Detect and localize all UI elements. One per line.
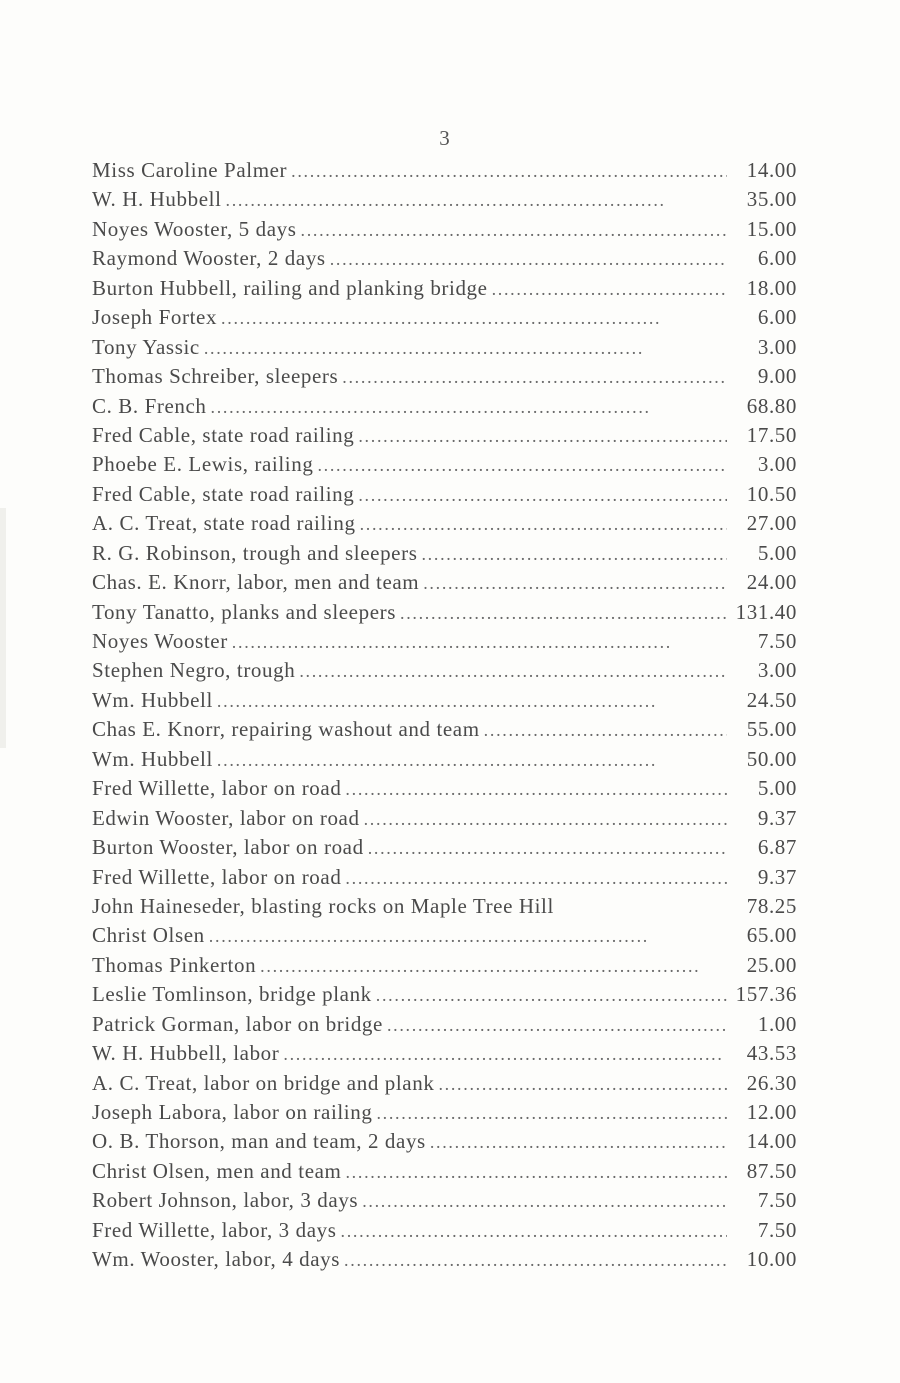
ledger-row [92,480,797,509]
dot-leader [345,864,727,893]
entry-description: C. B. French [92,393,207,418]
page-number: 3 [439,126,451,150]
ledger-row [92,833,797,862]
dot-leader [217,746,727,775]
entry-amount: 3.00 [757,334,797,359]
ledger-row [92,215,797,244]
entry-amount: 157.36 [735,982,797,1007]
ledger-row [92,303,797,332]
dot-leader [360,510,727,539]
entry-description: Joseph Labora, labor on railing [92,1100,373,1124]
entry-description: Tony Tanatto, planks and sleepers [92,599,396,624]
dot-leader [484,716,727,745]
entry-description: Wm. Wooster, labor, 4 days [92,1247,341,1272]
ledger-row [92,627,797,656]
ledger-row [92,892,797,921]
entry-description: Thomas Schreiber, sleepers [92,364,339,389]
entry-amount: 18.00 [746,275,797,300]
ledger-row [92,774,797,803]
entry-amount: 6.00 [757,246,797,271]
entry-description: O. B. Thorson, man and team, 2 days [92,1129,426,1154]
ledger-row [92,656,797,685]
dot-leader [341,1217,727,1246]
ledger-row [92,1186,797,1215]
dot-leader [330,245,727,274]
dot-leader [430,1128,727,1157]
entry-amount: 68.80 [746,393,797,418]
dot-leader [421,540,727,569]
entry-amount: 12.00 [746,1100,797,1124]
dot-leader [209,922,727,951]
entry-description: Noyes Wooster [92,629,228,653]
entry-amount: 1.00 [757,1011,797,1036]
expense-ledger [92,156,797,1275]
ledger-row [92,333,797,362]
entry-amount: 5.00 [757,776,797,801]
ledger-row [92,715,797,744]
entry-description: Christ Olsen, men and team [92,1158,342,1183]
entry-description: W. H. Hubbell, labor [92,1041,280,1066]
entry-amount: 15.00 [746,216,797,241]
ledger-row [92,1098,797,1127]
entry-description: Tony Yassic [92,334,200,359]
ledger-row [92,185,797,214]
dot-leader [364,805,727,834]
entry-description: Patrick Gorman, labor on bridge [92,1011,383,1036]
ledger-row [92,1039,797,1068]
entry-description: Noyes Wooster, 5 days [92,216,297,241]
dot-leader [492,275,727,304]
entry-amount: 25.00 [746,952,797,977]
entry-description: Phoebe E. Lewis, railing [92,452,314,477]
entry-description: Leslie Tomlinson, bridge plank [92,982,372,1007]
ledger-row [92,156,797,185]
dot-leader [368,834,727,863]
entry-amount: 87.50 [746,1158,797,1183]
ledger-row [92,1216,797,1245]
dot-leader [344,1246,727,1275]
ledger-row [92,1010,797,1039]
entry-amount: 7.50 [757,1217,797,1242]
ledger-row [92,244,797,273]
entry-description: R. G. Robinson, trough and sleepers [92,540,418,565]
entry-amount: 3.00 [757,658,797,683]
dot-leader [423,569,727,598]
entry-description: Burton Wooster, labor on road [92,835,364,860]
dot-leader [345,1158,727,1187]
ledger-row [92,421,797,450]
dot-leader [376,1099,727,1128]
dot-leader [204,334,727,363]
entry-description: Christ Olsen [92,923,205,948]
dot-leader [387,1011,727,1040]
entry-amount: 9.37 [757,805,797,830]
entry-amount: 27.00 [746,511,797,536]
entry-amount: 78.25 [746,893,797,918]
dot-leader [376,981,727,1010]
ledger-row [92,951,797,980]
entry-amount: 7.50 [757,1188,797,1213]
dot-leader [291,157,727,186]
ledger-row [92,686,797,715]
entry-description: Joseph Fortex [92,305,218,330]
ledger-row [92,1157,797,1186]
dot-leader [221,304,727,333]
entry-amount: 24.50 [746,687,797,712]
ledger-row [92,1069,797,1098]
entry-description: Fred Willette, labor on road [92,864,342,889]
entry-description: Fred Cable, state road railing [92,422,355,447]
entry-amount: 43.53 [746,1041,797,1066]
entry-amount: 10.00 [746,1247,797,1272]
entry-amount: 35.00 [746,187,797,212]
dot-leader [232,628,727,657]
entry-amount: 6.00 [757,305,797,330]
entry-description: Wm. Hubbell [92,687,213,712]
entry-description: Stephen Negro, trough [92,658,296,683]
entry-description: Chas. E. Knorr, labor, men and team [92,570,420,595]
ledger-row [92,392,797,421]
ledger-row [92,450,797,479]
ledger-row [92,274,797,303]
entry-amount: 14.00 [746,158,797,182]
entry-amount: 9.00 [757,364,797,389]
entry-description: A. C. Treat, labor on bridge and plank [92,1070,435,1095]
ledger-row [92,362,797,391]
dot-leader [342,363,727,392]
dot-leader [283,1040,727,1069]
entry-description: Miss Caroline Palmer [92,158,288,182]
ledger-row [92,921,797,950]
entry-description: Edwin Wooster, labor on road [92,805,360,830]
ledger-row [92,745,797,774]
entry-description: Burton Hubbell, railing and planking bridge [92,275,488,300]
entry-amount: 6.87 [757,835,797,860]
dot-leader [226,186,727,215]
entry-description: W. H. Hubbell [92,187,222,212]
entry-amount: 14.00 [746,1129,797,1154]
page-edge-shadow [0,508,6,748]
entry-amount: 9.37 [757,864,797,889]
dot-leader [299,657,727,686]
entry-description: Fred Cable, state road railing [92,481,355,506]
ledger-row [92,568,797,597]
dot-leader [438,1070,727,1099]
entry-amount: 26.30 [746,1070,797,1095]
ledger-row [92,509,797,538]
entry-description: A. C. Treat, state road railing [92,511,356,536]
entry-amount: 17.50 [746,422,797,447]
ledger-row [92,1245,797,1274]
entry-description: Fred Willette, labor, 3 days [92,1217,337,1242]
ledger-row [92,598,797,627]
entry-description: Fred Willette, labor on road [92,776,342,801]
dot-leader [317,451,727,480]
entry-amount: 131.40 [735,599,797,624]
ledger-row [92,863,797,892]
entry-amount: 5.00 [757,540,797,565]
entry-description: Raymond Wooster, 2 days [92,246,326,271]
entry-amount: 7.50 [757,629,797,653]
entry-amount: 3.00 [757,452,797,477]
ledger-row [92,1127,797,1156]
dot-leader [362,1187,727,1216]
entry-description: Chas E. Knorr, repairing washout and team [92,717,480,742]
ledger-row [92,804,797,833]
entry-amount: 50.00 [746,746,797,771]
entry-amount: 24.00 [746,570,797,595]
entry-description: John Haineseder, blasting rocks on Maple Tree Hill [92,893,554,918]
dot-leader [358,422,727,451]
entry-description: Thomas Pinkerton [92,952,257,977]
dot-leader [358,481,727,510]
entry-amount: 65.00 [746,923,797,948]
ledger-row [92,539,797,568]
dot-leader [345,775,727,804]
dot-leader [400,599,727,628]
dot-leader [217,687,727,716]
entry-description: Wm. Hubbell [92,746,213,771]
dot-leader [260,952,727,981]
ledger-row [92,980,797,1009]
dot-leader [211,393,727,422]
entry-amount: 10.50 [746,481,797,506]
dot-leader [301,216,728,245]
entry-description: Robert Johnson, labor, 3 days [92,1188,359,1213]
entry-amount: 55.00 [746,717,797,742]
